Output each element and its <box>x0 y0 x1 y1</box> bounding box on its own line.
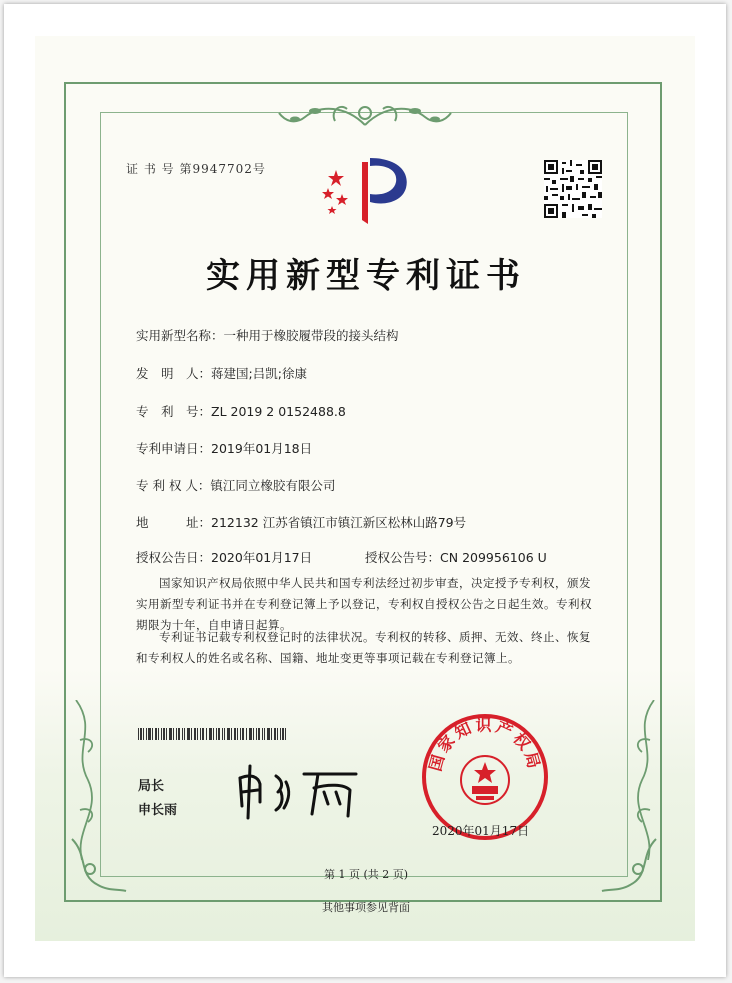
field-label: 地 址： <box>136 515 212 530</box>
field-label: 实用新型名称： <box>136 328 224 343</box>
patent-office-logo-icon <box>318 150 414 232</box>
qr-code-icon <box>544 160 602 218</box>
director-name: 申长雨 <box>138 803 178 818</box>
certificate-number: 证 书 号 第9947702号 <box>126 162 266 176</box>
field-label: 授权公告日： <box>136 550 212 565</box>
field-value: CN 209956106 U <box>440 550 547 565</box>
top-ornament-icon <box>275 95 455 135</box>
field-label: 专 利 权 人： <box>136 478 211 493</box>
director-title: 局长 <box>138 779 165 794</box>
signature-icon <box>232 762 362 822</box>
field-value: ZL 2019 2 0152488.8 <box>211 404 346 419</box>
field-label: 专利申请日： <box>136 441 212 456</box>
field-label: 发 明 人： <box>136 366 212 381</box>
bottom-right-corner-icon <box>600 835 660 895</box>
field-value: 2019年01月18日 <box>211 441 313 456</box>
field-value: 一种用于橡胶履带段的接头结构 <box>223 328 399 343</box>
bottom-left-corner-icon <box>68 835 128 895</box>
field-value: 蒋建国;吕凯;徐康 <box>211 366 307 381</box>
field-value: 212132 江苏省镇江市镇江新区松林山路79号 <box>211 515 467 530</box>
page-title: 实用新型专利证书 <box>206 256 526 296</box>
field-announce-date <box>136 548 312 566</box>
field-address <box>136 513 466 531</box>
field-value: 镇江同立橡胶有限公司 <box>210 478 336 493</box>
field-label: 授权公告号： <box>365 550 441 565</box>
back-note: 其他事项参见背面 <box>322 901 410 914</box>
field-utility-model-name <box>136 326 399 344</box>
field-announce-number <box>365 548 547 566</box>
field-patent-number <box>136 402 346 420</box>
field-label: 专 利 号： <box>136 404 212 419</box>
field-inventor <box>136 364 307 382</box>
certificate-statement: 国家知识产权局依照中华人民共和国专利法经过初步审查，决定授予专利权，颁发实用新型专利证书并在专利登记簿上予以登记，专利权自授权公告之日起生效。专利权期限为十年，自申请日起算。 <box>136 576 592 632</box>
seal-date: 2020年01月17日 <box>432 824 530 838</box>
field-application-date <box>136 439 312 457</box>
page-number: 第 1 页 (共 2 页) <box>323 868 409 881</box>
barcode-icon <box>138 728 286 740</box>
field-patentee <box>136 476 335 494</box>
seal-text: 国家知识产权局 <box>425 715 545 774</box>
field-value: 2020年01月17日 <box>211 550 313 565</box>
certificate-legal-note: 专利证书记载专利权登记时的法律状况。专利权的转移、质押、无效、终止、恢复和专利权人的姓名或名称、国籍、地址变更等事项记载在专利登记簿上。 <box>136 630 591 665</box>
